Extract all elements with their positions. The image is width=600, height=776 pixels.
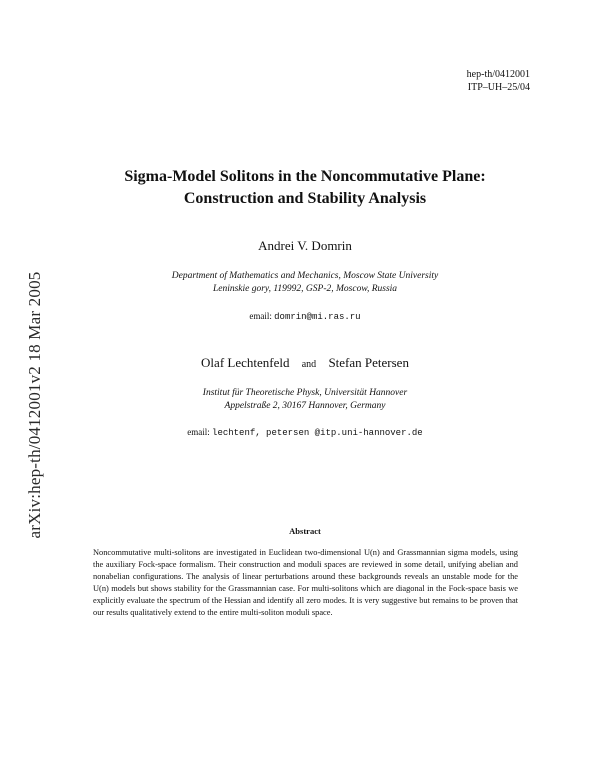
abstract-heading: Abstract [289, 526, 321, 536]
arxiv-stamp-text: arXiv:hep-th/0412001v2 18 Mar 2005 [25, 271, 44, 539]
title-line: Construction and Stability Analysis [183, 190, 427, 207]
report-number: hep-th/0412001 [466, 69, 530, 80]
author-name: Olaf Lechtenfeld [201, 355, 290, 370]
affiliation-line: Institut für Theoretische Physk, Universität Hannover [202, 388, 408, 398]
email-label: email: [187, 427, 210, 437]
email-line [90, 311, 520, 322]
abstract-text: Noncommutative multi-solitons are investigated in Euclidean two-dimensional U(n) and Grassmannian sigma models, using the auxiliary Fock-space formalism. Their construction and moduli spaces are reviewed in some detail, unifying abelian and nonabelian configurations. The analysis of linear perturbations around these backgrounds reveals an unstable mode for the U(n) models but shows stability for the Grassmannian case. For multi-solitons which are diagonal in the Fock-space basis we explicitly evaluate the spectrum of the Hessian and identify all zero modes. It is very suggestive but remains to be proven that our results qualitatively extend to the entire multi-soliton moduli space. [93, 548, 518, 618]
affiliation-line: Appelstraße 2, 30167 Hannover, Germany [224, 401, 386, 411]
author-name: Stefan Petersen [328, 355, 409, 370]
title-line: Sigma-Model Solitons in the Noncommutative Plane: [124, 168, 486, 185]
author-name: Andrei V. Domrin [258, 238, 352, 253]
arxiv-stamp [21, 205, 49, 605]
email-address[interactable]: domrin@mi.ras.ru [274, 312, 361, 322]
affiliation [90, 270, 520, 296]
email-line [90, 427, 520, 438]
and-word: and [301, 359, 317, 370]
paper-title [90, 166, 520, 210]
affiliation-line: Leninskie gory, 119992, GSP-2, Moscow, Russia [212, 284, 398, 294]
coauthors [90, 355, 520, 371]
affiliation [90, 387, 520, 413]
email-address[interactable]: lechtenf, petersen @itp.uni-hannover.de [212, 428, 423, 438]
report-number: ITP–UH–25/04 [467, 82, 530, 93]
affiliation-line: Department of Mathematics and Mechanics, Moscow State University [171, 271, 439, 281]
report-numbers [467, 68, 530, 94]
email-label: email: [249, 311, 272, 321]
